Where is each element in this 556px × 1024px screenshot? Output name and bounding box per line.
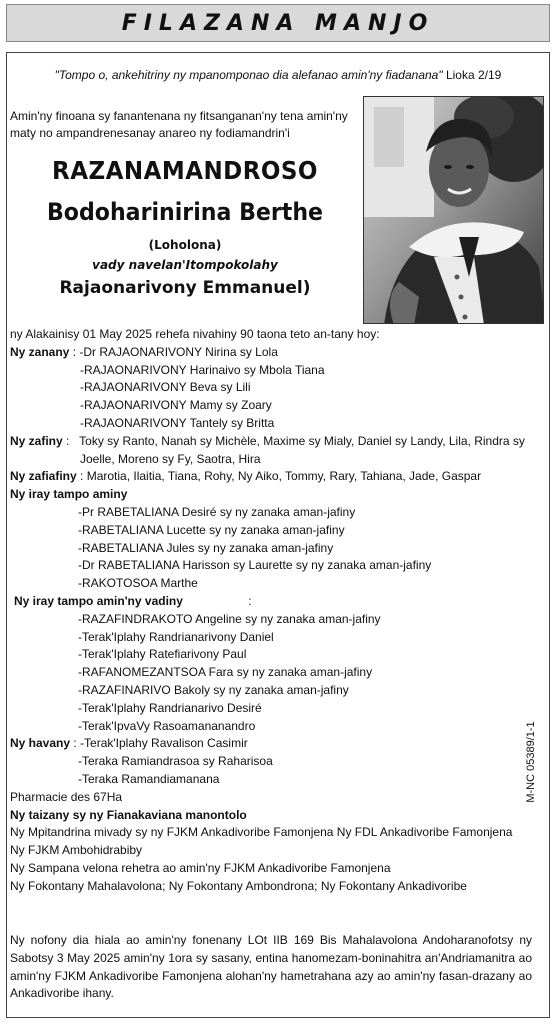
header-banner — [6, 4, 550, 42]
portrait-image — [364, 97, 544, 324]
community-line: Ny Mpitandrina mivady sy ny FJKM Ankadivoribe Famonjena Ny FDL Ankadivoribe Famonjena — [10, 825, 513, 840]
grandchildren-line1: Toky sy Ranto, Nanah sy Michèle, Maxime sy Mialy, Daniel sy Landy, Lila, Rindra sy — [79, 433, 525, 448]
list-item: -RAJAONARIVONY Mamy sy Zoary — [80, 398, 272, 413]
deceased-given-names: Bodoharinirina Berthe — [46, 198, 324, 226]
list-item: -RAJAONARIVONY Harinaivo sy Mbola Tiana — [80, 362, 325, 377]
relatives-row-first — [10, 735, 530, 753]
community-line: Ny FJKM Ambohidrabiby — [10, 843, 143, 858]
list-item: -RAZAFINDRAKOTO Angeline sy ny zanaka aman-jafiny — [78, 611, 381, 626]
list-item: -RAKOTOSOA Marthe — [78, 576, 198, 591]
spouse-siblings-label: Ny iray tampo amin'ny vadiny — [14, 593, 183, 608]
list-item: -Teraka Ramandiamanana — [78, 771, 220, 786]
notice-body — [10, 326, 530, 896]
spouse-siblings-row — [10, 593, 530, 611]
list-item: -Terak'Iplahy Ratefiarivony Paul — [78, 647, 247, 662]
grandchildren-row — [10, 433, 530, 451]
great-grandchildren-label: Ny zafiafiny — [10, 469, 77, 484]
spouse-name: Rajaonarivony Emmanuel) — [59, 278, 311, 298]
children-label: Ny zanany — [10, 344, 70, 359]
funeral-paragraph: Ny nofony dia hiala ao amin'ny fonenany LOt IIB 169 Bis Mahalavolona Andoharanofotsy ny Sabotsy 3 May 2025 amin'ny 1ora sy sasany, entina hanomezam-boninahitra an'Andriamanitra ao amin'ny FJKM Ankadivoribe Famonjena alohan'ny hametrahana azy ao amin'ny fasan-drazany ao Ankadivoribe ihany. — [10, 933, 532, 1001]
grandchildren-line2: Joelle, Moreno sy Fy, Saotra, Hira — [80, 451, 261, 466]
list-item: -RAJAONARIVONY Tantely sy Britta — [80, 415, 275, 430]
grandchildren-label: Ny zafiny — [10, 433, 63, 448]
deceased-photo — [363, 96, 544, 324]
great-grandchildren-row — [10, 468, 530, 486]
reference-code — [523, 712, 539, 812]
list-item: -RAFANOMEZANTSOA Fara sy ny zanaka aman-jafiny — [78, 665, 373, 680]
pharmacy-line: Pharmacie des 67Ha — [10, 789, 123, 804]
spouse-siblings-colon: : — [248, 593, 252, 608]
great-grandchildren-text: Marotia, Ilaitia, Tiana, Rohy, Ny Aiko, Tommy, Rary, Tahiana, Jade, Gaspar — [86, 469, 482, 484]
community-line: Ny Sampana velona rehetra ao amin'ny FJKM Ankadivoribe Famonjena — [10, 860, 391, 875]
great-grandchildren-colon: : — [80, 469, 87, 484]
community-label: Ny taizany sy ny Fianakaviana manontolo — [10, 807, 247, 822]
intro-text: Amin'ny finoana sy fanantenana ny fitsanganan'ny tena amin'ny maty no ampandrenesanay anareo ny fodiamandrin'i — [10, 109, 348, 140]
list-item: -Dr RAJAONARIVONY Nirina sy Lola — [79, 344, 278, 359]
list-item: -Terak'Iplahy Ravalison Casimir — [80, 736, 248, 751]
deceased-title: (Loholona) — [148, 238, 222, 252]
reference-code-text: M-NC 05389/1-1 — [525, 721, 537, 803]
list-item: -RAZAFINARIVO Bakoly sy ny zanaka aman-jafiny — [78, 682, 349, 697]
list-item: -Pr RABETALIANA Desiré sy ny zanaka aman-jafiny — [78, 504, 356, 519]
death-notice: ny Alakainisy 01 May 2025 rehefa nivahiny 90 taona teto an-tany hoy: — [10, 327, 380, 341]
bible-verse — [10, 68, 546, 82]
children-row-first — [10, 344, 530, 362]
verse-reference: Lioka 2/19 — [445, 68, 502, 82]
siblings-row — [10, 486, 530, 504]
list-item: -Teraka Ramiandrasoa sy Raharisoa — [78, 754, 273, 769]
children-colon: : — [72, 344, 80, 359]
list-item: -Terak'Iplahy Randrianarivo Desiré — [78, 700, 262, 715]
community-line: Ny Fokontany Mahalavolona; Ny Fokontany Ambondrona; Ny Fokontany Ankadivoribe — [10, 878, 467, 893]
list-item: -Terak'IpvaVy Rasoamananandro — [78, 718, 256, 733]
list-item: -RABETALIANA Jules sy ny zanaka aman-jafiny — [78, 540, 334, 555]
relatives-label: Ny havany — [10, 736, 71, 751]
page-title: FILAZANA MANJO — [121, 10, 435, 36]
deceased-surname: RAZANAMANDROSO — [52, 156, 318, 185]
list-item: -Terak'Iplahy Randrianarivony Daniel — [78, 629, 274, 644]
verse-text: "Tompo o, ankehitriny ny mpanomponao dia alefanao amin'ny fiadanana" — [54, 68, 443, 82]
grandchildren-colon: : — [66, 433, 77, 448]
list-item: -RAJAONARIVONY Beva sy Lili — [80, 380, 251, 395]
relation-line: vady navelan'Itompokolahy — [92, 258, 278, 272]
list-item: -RABETALIANA Lucette sy ny zanaka aman-jafiny — [78, 522, 345, 537]
siblings-label: Ny iray tampo aminy — [10, 487, 128, 502]
relatives-colon: : — [73, 736, 81, 751]
list-item: -Dr RABETALIANA Harisson sy Laurette sy ny zanaka aman-jafiny — [78, 558, 432, 573]
